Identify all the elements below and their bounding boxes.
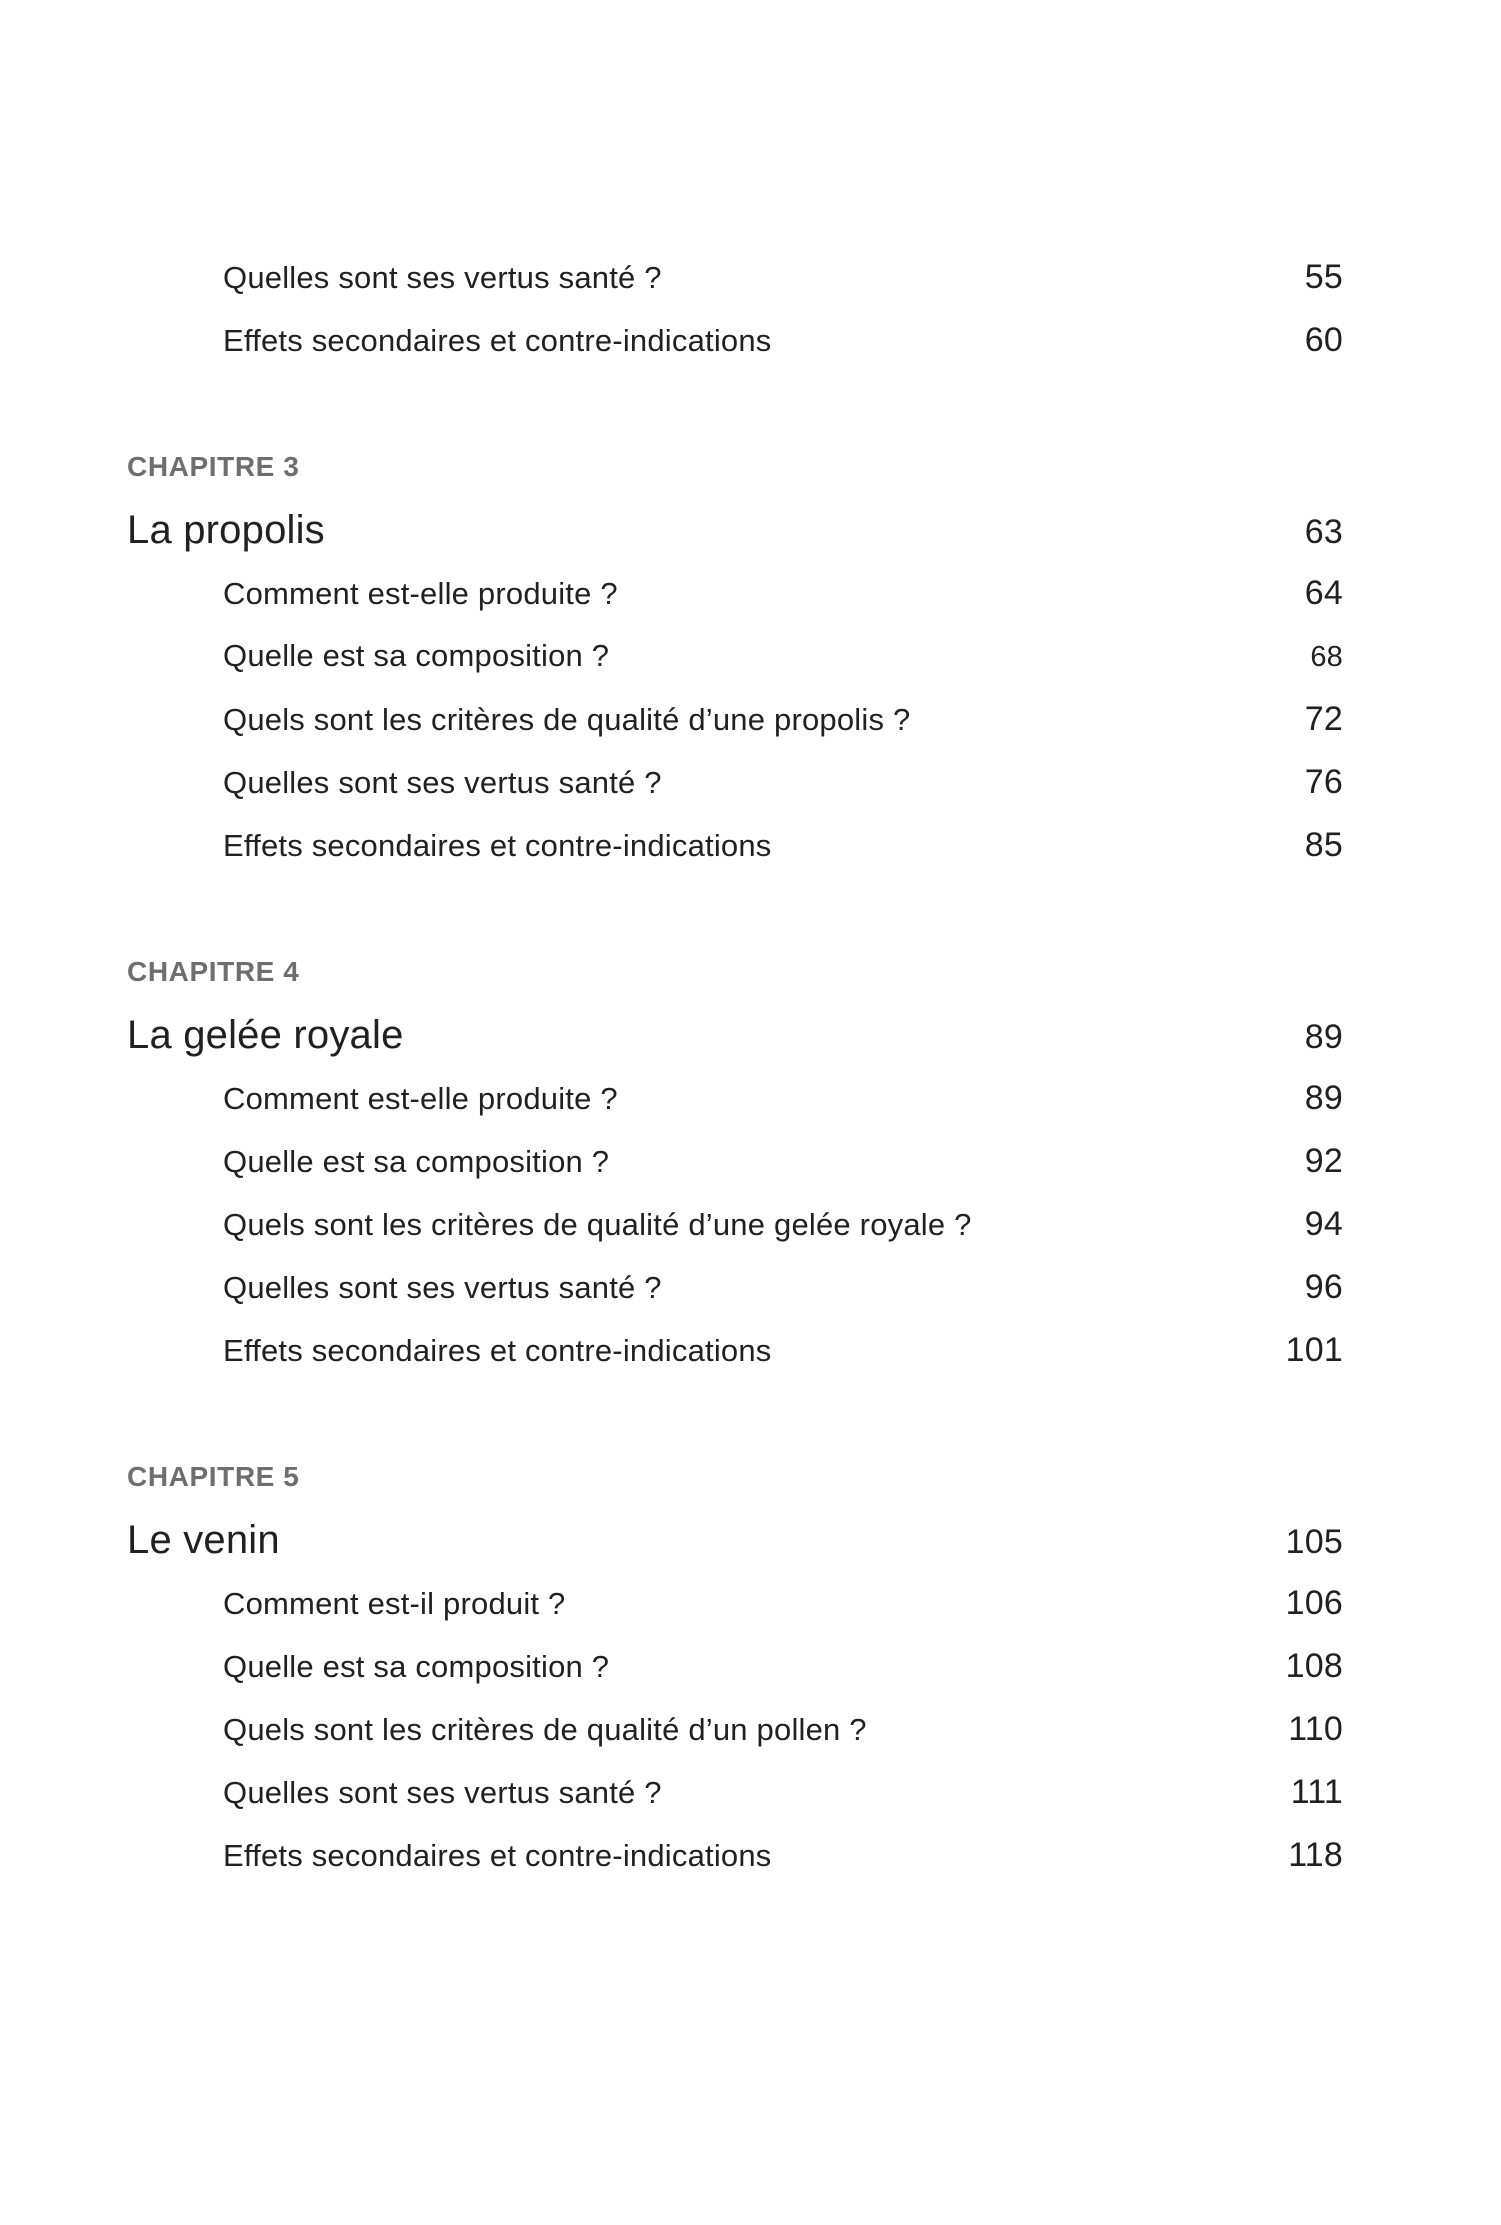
toc-entry[interactable] [127, 562, 1343, 625]
page-number: 110 [1288, 1710, 1343, 1748]
toc-entry-label: Comment est-il produit ? [223, 1586, 566, 1621]
toc-entry[interactable] [127, 1698, 1343, 1761]
toc-entry-label: Effets secondaires et contre-indications [223, 1333, 772, 1368]
toc-entry[interactable] [127, 246, 1343, 309]
page-number: 85 [1304, 826, 1343, 864]
toc-entry-label: Quels sont les critères de qualité d’une gelée royale ? [223, 1207, 972, 1242]
chapter-title: Le venin [127, 1518, 280, 1562]
toc-entry[interactable] [127, 1319, 1343, 1382]
toc-entry[interactable] [127, 1761, 1343, 1824]
chapter-title: La gelée royale [127, 1013, 404, 1057]
toc-entry-label: Comment est-elle produite ? [223, 576, 618, 611]
toc-entry[interactable] [127, 1256, 1343, 1319]
toc-entry[interactable] [127, 814, 1343, 877]
toc-entry-label: Quelles sont ses vertus santé ? [223, 1775, 662, 1810]
toc-entry-label: Quelle est sa composition ? [223, 1144, 610, 1179]
chapter-title-row[interactable] [127, 1007, 1343, 1065]
page-number: 55 [1304, 258, 1343, 296]
toc-entry-label: Effets secondaires et contre-indications [223, 828, 772, 863]
toc-entry-label: Quelle est sa composition ? [223, 1649, 610, 1684]
page-number: 89 [1304, 1079, 1343, 1117]
page-number: 89 [1304, 1018, 1343, 1056]
page-number: 108 [1285, 1647, 1343, 1685]
toc-entry[interactable] [127, 1067, 1343, 1130]
page-number: 92 [1304, 1142, 1343, 1180]
toc-entry-label: Quels sont les critères de qualité d’un pollen ? [223, 1712, 867, 1747]
toc-entry[interactable] [127, 688, 1343, 751]
toc-entry-label: Quelles sont ses vertus santé ? [223, 260, 662, 295]
toc-entry-label: Quelles sont ses vertus santé ? [223, 765, 662, 800]
toc-entry[interactable] [127, 1635, 1343, 1698]
page-number: 64 [1304, 574, 1343, 612]
page-number: 96 [1304, 1268, 1343, 1306]
toc-entry-label: Quels sont les critères de qualité d’une propolis ? [223, 702, 911, 737]
chapter-items [127, 1572, 1343, 1887]
toc-entry[interactable] [127, 751, 1343, 814]
toc-entry[interactable] [127, 309, 1343, 372]
chapter-items [127, 562, 1343, 877]
toc-entry[interactable] [127, 1824, 1343, 1887]
page-number: 94 [1304, 1205, 1343, 1243]
page-number: 111 [1290, 1773, 1343, 1811]
page-number: 105 [1285, 1523, 1343, 1561]
chapter-label: CHAPITRE 5 [127, 1461, 300, 1492]
toc-entry-label: Comment est-elle produite ? [223, 1081, 618, 1116]
chapter-label: CHAPITRE 4 [127, 956, 300, 987]
page-number: 76 [1304, 763, 1343, 801]
toc-entry[interactable] [127, 1130, 1343, 1193]
page-number: 68 [1310, 641, 1343, 673]
toc-entry-label: Effets secondaires et contre-indications [223, 323, 772, 358]
chapter-title-row[interactable] [127, 1512, 1343, 1570]
toc-entry-label: Quelle est sa composition ? [223, 638, 610, 673]
page-number: 106 [1285, 1584, 1343, 1622]
page-number: 60 [1304, 321, 1343, 359]
page-number: 72 [1304, 700, 1343, 738]
page-number: 118 [1288, 1836, 1343, 1874]
toc-entry[interactable] [127, 625, 1343, 688]
chapter-items [127, 1067, 1343, 1382]
toc-entry-label: Effets secondaires et contre-indications [223, 1838, 772, 1873]
page-number: 63 [1304, 513, 1343, 551]
toc-entry[interactable] [127, 1193, 1343, 1256]
page-number: 101 [1285, 1331, 1343, 1369]
chapter-title: La propolis [127, 508, 325, 552]
toc-entry[interactable] [127, 1572, 1343, 1635]
toc-entry-label: Quelles sont ses vertus santé ? [223, 1270, 662, 1305]
chapter-title-row[interactable] [127, 502, 1343, 560]
chapter-label: CHAPITRE 3 [127, 451, 300, 482]
